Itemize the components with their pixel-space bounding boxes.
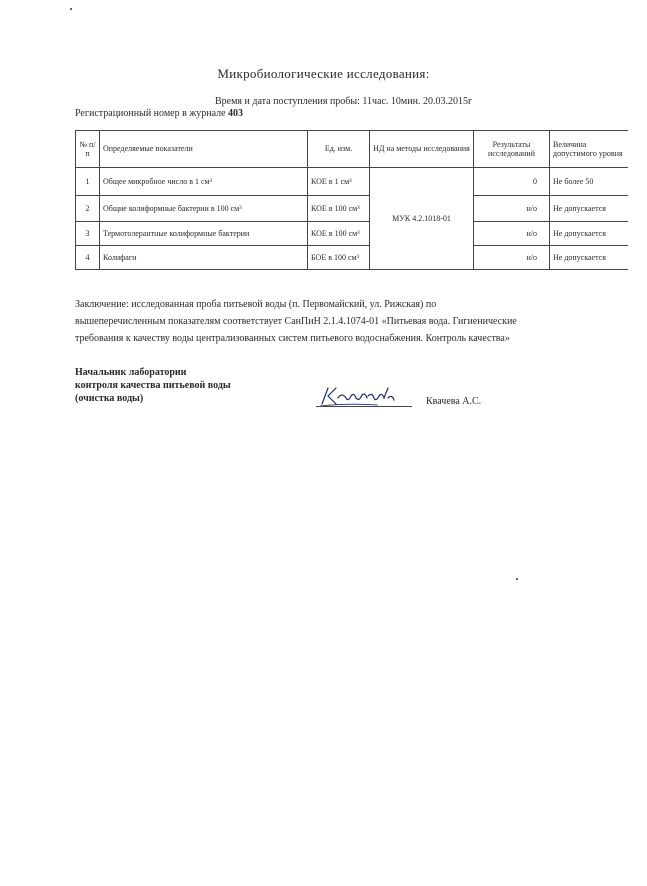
- row-method: МУК 4.2.1018-01: [370, 168, 474, 270]
- row-num: 1: [76, 168, 100, 196]
- header-result: Результаты исследований: [474, 131, 550, 168]
- signer-name: Квачева А.С.: [426, 396, 482, 407]
- receipt-line: Время и дата поступления пробы: 11час. 10мин. 20.03.2015г: [215, 96, 473, 107]
- row-num: 2: [76, 196, 100, 222]
- reg-number-label: Регистрационный номер в журнале: [75, 108, 226, 119]
- row-result: 0: [474, 168, 550, 196]
- table-row: [76, 196, 628, 222]
- position-line: контроля качества питьевой воды: [75, 380, 231, 391]
- handwritten-signature: [318, 384, 398, 408]
- header-limit: Величина допустимого уровня: [550, 131, 628, 168]
- row-indicator: Общее микробное число в 1 см³: [100, 168, 308, 196]
- results-table: [75, 130, 628, 270]
- signer-position: [75, 366, 231, 405]
- row-unit: КОЕ в 100 см³: [308, 222, 370, 246]
- document-title: Микробиологические исследования:: [217, 66, 430, 81]
- conclusion-line: требования к качеству воды централизованных систем питьевого водоснабжения. Контроль качества»: [75, 333, 510, 344]
- row-limit: Не допускается: [550, 196, 628, 222]
- header-indicator: Определяемые показатели: [100, 131, 308, 168]
- scan-speck: [516, 578, 518, 580]
- table-header-row: [76, 131, 628, 168]
- header-unit: Ед. изм.: [308, 131, 370, 168]
- row-indicator: Колифаги: [100, 246, 308, 270]
- scan-speck: [70, 8, 72, 10]
- row-limit: Не допускается: [550, 222, 628, 246]
- conclusion-line: вышеперечисленным показателям соответствует СанПиН 2.1.4.1074-01 «Питьевая вода. Гигиенические: [75, 316, 517, 327]
- row-result: н/о: [474, 196, 550, 222]
- row-indicator: Термотолерантные колиформные бактерии: [100, 222, 308, 246]
- table-row: [76, 246, 628, 270]
- row-unit: БОЕ в 100 см³: [308, 246, 370, 270]
- row-unit: КОЕ в 100 см³: [308, 196, 370, 222]
- row-indicator: Общие колиформные бактерии в 100 см³: [100, 196, 308, 222]
- header-num: № п/п: [76, 131, 100, 168]
- row-result: н/о: [474, 246, 550, 270]
- row-num: 3: [76, 222, 100, 246]
- row-limit: Не более 50: [550, 168, 628, 196]
- signature-line: [316, 406, 412, 407]
- reg-number-value: 403: [228, 108, 244, 119]
- table-row: [76, 222, 628, 246]
- row-result: н/о: [474, 222, 550, 246]
- conclusion-line: Заключение: исследованная проба питьевой воды (п. Первомайский, ул. Рижская) по: [75, 299, 437, 310]
- conclusion-text: [75, 296, 635, 347]
- registration-number: [75, 108, 243, 119]
- position-line: (очистка воды): [75, 393, 144, 404]
- header-method: НД на методы исследования: [370, 131, 474, 168]
- row-num: 4: [76, 246, 100, 270]
- row-unit: КОЕ в 1 см³: [308, 168, 370, 196]
- table-row: [76, 168, 628, 196]
- row-limit: Не допускается: [550, 246, 628, 270]
- position-line: Начальник лаборатории: [75, 367, 187, 378]
